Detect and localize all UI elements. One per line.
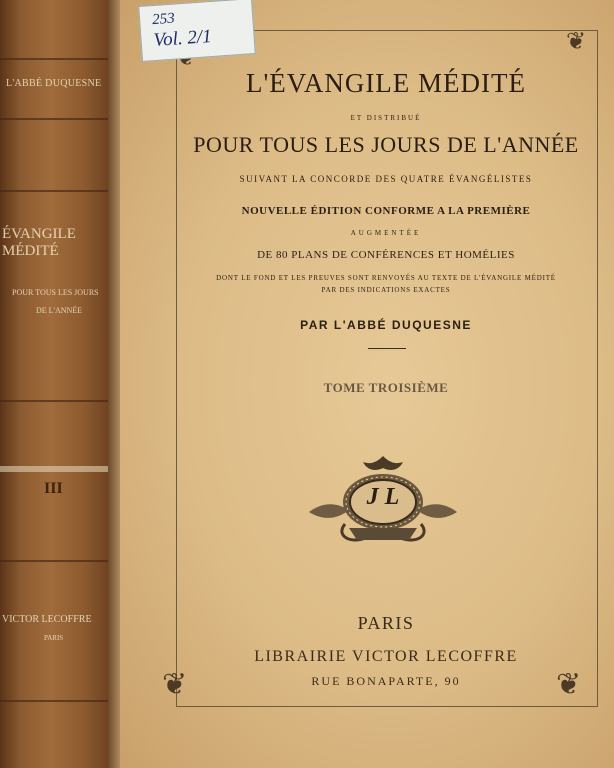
spine-title-line3: DE L'ANNÉE [36, 306, 83, 315]
spine-band [0, 560, 112, 562]
imprint-publisher: LIBRAIRIE VICTOR LECOFFRE [254, 648, 518, 665]
imprint-address: RUE BONAPARTE, 90 [311, 674, 461, 688]
library-label-volume: Vol. 2/1 [152, 26, 213, 52]
corner-ornament-icon: ❦ [556, 668, 582, 701]
title-conjunction: ET DISTRIBUÉ [350, 114, 422, 122]
corner-ornament-icon: ❦ [566, 29, 587, 55]
spine-title-line2: POUR TOUS LES JOURS [12, 288, 99, 297]
spine-wear-strip [0, 466, 112, 472]
spine-city: PARIS [44, 634, 64, 642]
library-label [138, 0, 256, 62]
note-line-2: PAR DES INDICATIONS EXACTES [321, 286, 451, 294]
spine-band [0, 190, 112, 192]
augmented-line: AUGMENTÉE [350, 229, 422, 237]
divider-rule [368, 348, 406, 349]
library-label-number: 253 [151, 10, 176, 29]
spine-volume: III [44, 480, 63, 497]
spine-band [0, 400, 112, 402]
spine-band [0, 700, 112, 702]
spine-author: L'ABBÉ DUQUESNE [6, 78, 102, 89]
note-line-1: DONT LE FOND ET LES PREUVES SONT RENVOYÉS AU TEXTE DE L'ÉVANGILE MÉDITÉ [216, 274, 556, 282]
corner-ornament-icon: ❦ [162, 668, 188, 701]
main-title: L'ÉVANGILE MÉDITÉ [245, 68, 527, 98]
spine-band [0, 118, 112, 120]
imprint-city: PARIS [357, 613, 415, 633]
plans-line: DE 80 PLANS DE CONFÉRENCES ET HOMÉLIES [257, 249, 515, 261]
volume-line: TOME TROISIÈME [323, 380, 449, 395]
book-spine [0, 0, 112, 768]
emblem-monogram: J L [366, 484, 400, 510]
spine-title-line1: ÉVANGILE MÉDITÉ [2, 226, 76, 259]
concordance-line: SUIVANT LA CONCORDE DES QUATRE ÉVANGÉLISTES [239, 174, 533, 184]
edition-line: NOUVELLE ÉDITION CONFORME A LA PREMIÈRE [241, 205, 531, 217]
spine-band [0, 58, 112, 60]
author-line: PAR L'ABBÉ DUQUESNE [300, 318, 472, 332]
subtitle: POUR TOUS LES JOURS DE L'ANNÉE [193, 132, 579, 157]
note-block [176, 272, 596, 296]
spine-publisher: VICTOR LECOFFRE [2, 614, 92, 625]
